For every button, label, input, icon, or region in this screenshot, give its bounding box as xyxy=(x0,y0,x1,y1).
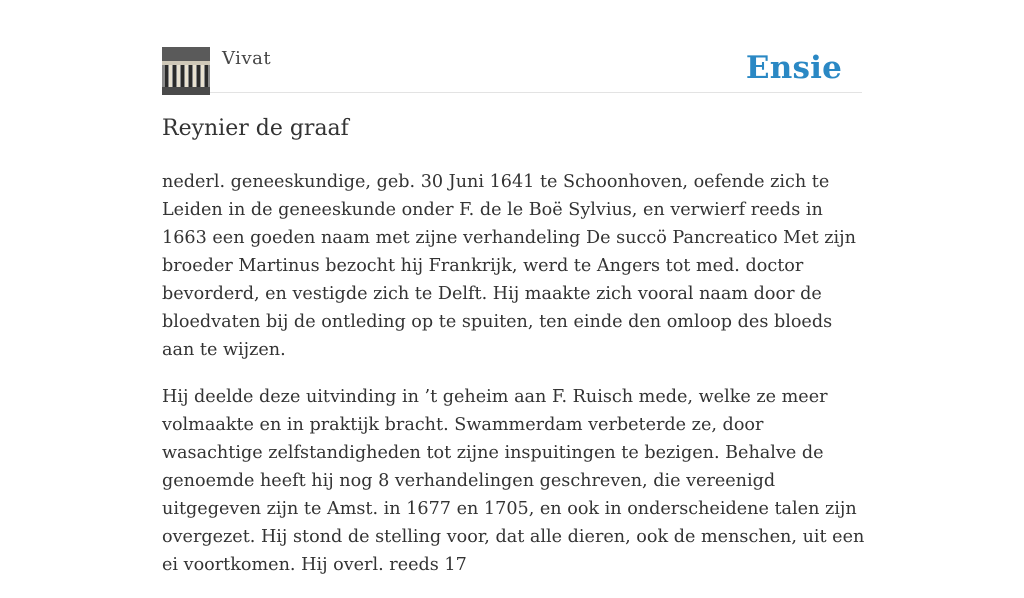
page-header xyxy=(162,46,862,93)
ensie-logo[interactable]: Ensie xyxy=(745,50,842,86)
article-paragraph: nederl. geneeskundige, geb. 30 Juni 1641 te Schoonhoven, oefende zich te Leiden in de geneeskunde onder F. de le Boë Sylvius, en verwierf reeds in 1663 een goeden naam met zijne verhandeling De succö Pancreatico Met zijn broeder Martinus bezocht hij Frankrijk, werd te Angers tot med. doctor bevorderd, en vestigde zich te Delft. Hij maakte zich vooral naam door de bloedvaten bij de ontleding op te spuiten, ten einde den omloop des bloeds aan te wijzen. xyxy=(162,172,856,360)
source-name[interactable]: Vivat xyxy=(222,48,272,69)
book-spines-avatar-icon[interactable] xyxy=(162,47,210,95)
avatar-image xyxy=(162,47,210,95)
page-title: Reynier de graaf xyxy=(162,116,349,141)
article-paragraph: Hij deelde deze uitvinding in ’t geheim aan F. Ruisch mede, welke ze meer volmaakte en in praktijk bracht. Swammerdam verbeterde ze, door wasachtige zelfstandigheden tot zijne inspuitingen te bezigen. Behalve de genoemde heeft hij nog 8 verhandelingen geschreven, die vereenigd uitgegeven zijn te Amst. in 1677 en 1705, en ook in onderscheidene talen zijn overgezet. Hij stond de stelling voor, dat alle dieren, ook de menschen, uit een ei voortkomen. Hij overl. reeds 17 xyxy=(162,387,865,575)
article-body xyxy=(162,168,868,598)
